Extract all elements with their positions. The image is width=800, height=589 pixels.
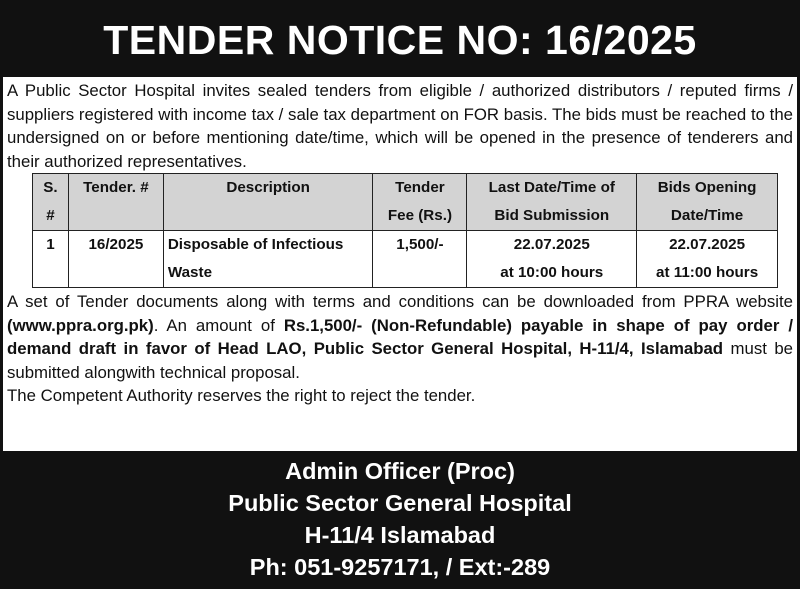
fee-amount-text: Rs.1,500/- (Non-Refundable) payable in shape of pay order / demand draft in favor of Head LAO, Public Sector General Hospital, H-11/4, Islamabad: [7, 315, 793, 358]
notice-header: [3, 3, 797, 77]
ppra-website-link: (www.ppra.org.pk): [7, 315, 154, 335]
table-header-row: [33, 174, 778, 231]
tender-table: [32, 173, 778, 288]
footer-address: H-11/4 Islamabad: [304, 521, 496, 548]
footer-phone: Ph: 051-9257171, / Ext:-289: [249, 553, 551, 580]
notice-body: [3, 77, 797, 408]
table-row: [33, 231, 778, 288]
footer-officer: Admin Officer (Proc): [285, 457, 515, 484]
documents-paragraph: A set of Tender documents along with terms and conditions can be downloaded from PPRA website (www.ppra.org.pk). An amount of Rs.1,500/- (Non-Refundable) payable in shape of pay order / demand draft in favor of Head LAO, Public Sector General Hospital, H-11/4, Islamabad must be submitted alongwith technical proposal.: [7, 292, 793, 382]
rights-paragraph: The Competent Authority reserves the right to reject the tender.: [7, 386, 476, 405]
col-header-tender: Tender. #: [68, 174, 163, 231]
cell-opening: 22.07.2025 at 11:00 hours: [637, 231, 778, 288]
col-header-opening: Bids Opening Date/Time: [637, 174, 778, 231]
col-header-description: Description: [163, 174, 373, 231]
notice-footer: [3, 451, 797, 586]
documents-section: [7, 290, 793, 408]
cell-sno: 1: [33, 231, 69, 288]
cell-last-date: 22.07.2025 at 10:00 hours: [467, 231, 637, 288]
col-header-last-date: Last Date/Time of Bid Submission: [467, 174, 637, 231]
cell-tender: 16/2025: [68, 231, 163, 288]
col-header-sno: S. #: [33, 174, 69, 231]
intro-paragraph: A Public Sector Hospital invites sealed tenders from eligible / authorized distributors / reputed firms / suppliers registered with income tax / sale tax department on FOR basis. The bids must be reached to the undersigned on or before mentioning date/time, which will be opened in the presence of tenderers and their authorized representatives.: [7, 81, 793, 171]
footer-hospital: Public Sector General Hospital: [228, 489, 572, 516]
col-header-fee: Tender Fee (Rs.): [373, 174, 467, 231]
cell-description: Disposable of Infectious Waste: [163, 231, 373, 288]
notice-title: TENDER NOTICE NO: 16/2025: [103, 16, 697, 63]
cell-fee: 1,500/-: [373, 231, 467, 288]
